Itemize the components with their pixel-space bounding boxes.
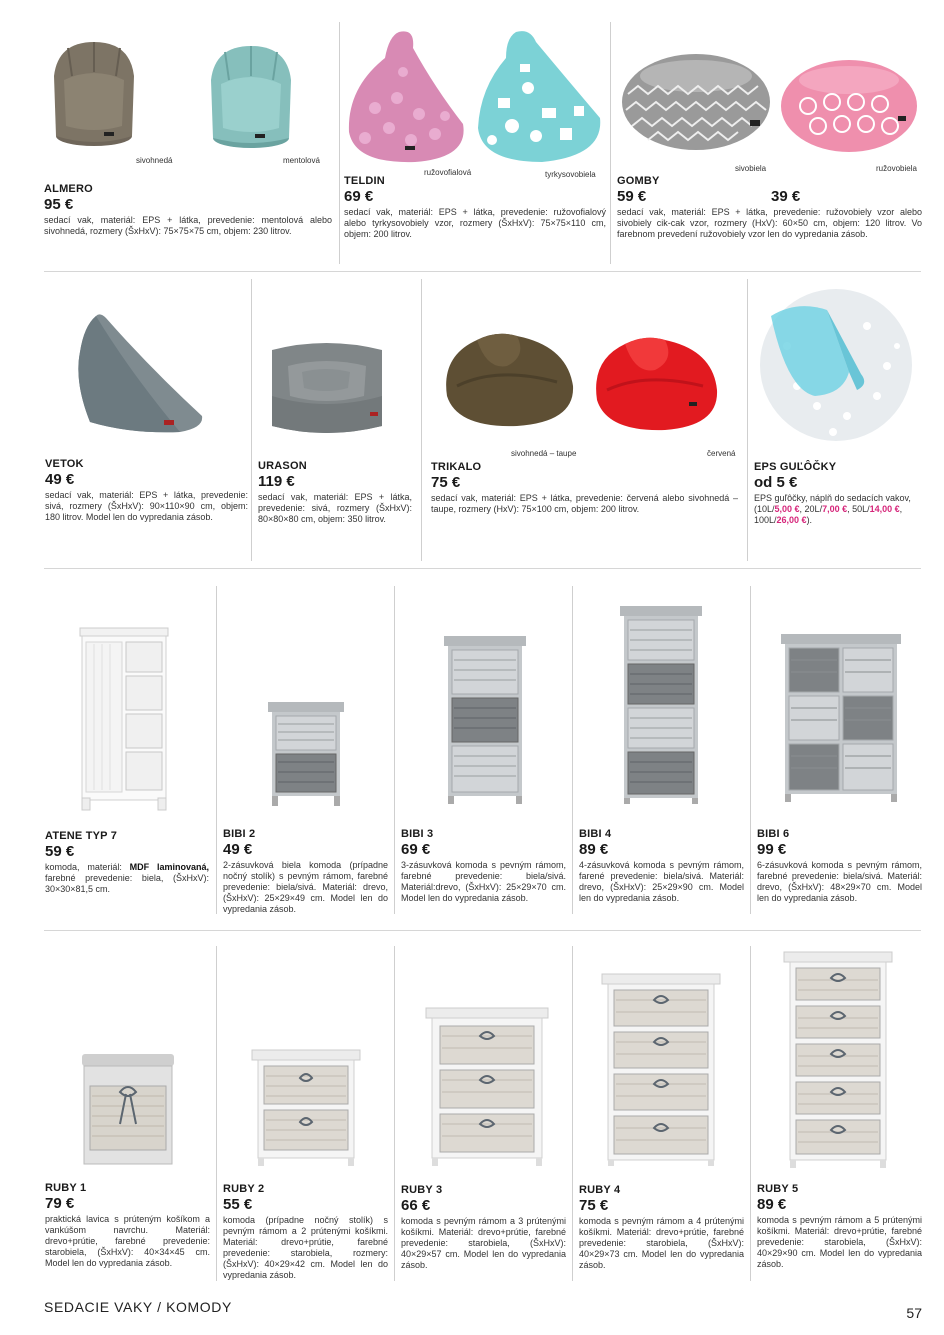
product-vetok xyxy=(45,458,248,523)
column-divider xyxy=(394,946,395,1281)
product-description: sedací vak, materiál: EPS + látka, prevedenie: sivá, rozmery (ŠxHxV): 80×80×80 cm, objem: 350 litrov. xyxy=(258,492,412,524)
product-ruby2 xyxy=(223,1183,388,1281)
product-name: BIBI 4 xyxy=(579,828,612,840)
product-price: 49 € xyxy=(45,471,75,488)
price-grey: 59 € xyxy=(617,188,647,205)
product-name: RUBY 2 xyxy=(223,1183,265,1195)
product-description: sedací vak, materiál: EPS + látka, prevedenie: červená alebo sivohnedá – taupe, rozmery (HxV): 75×100 cm, objem: 200 litrov. xyxy=(431,493,738,514)
price-50l: 14,00 € xyxy=(869,504,900,514)
pouf-image-gomby-grey xyxy=(618,50,774,154)
product-atene-typ7 xyxy=(45,830,209,895)
product-ruby4 xyxy=(579,1184,744,1271)
cabinet-image-bibi3 xyxy=(442,634,528,806)
product-price: 79 € xyxy=(45,1195,75,1212)
bean-chair-image-almero-mint xyxy=(205,40,297,150)
column-divider xyxy=(339,22,340,264)
product-description: sedací vak, materiál: EPS + látka, prevedenie: mentolová alebo sivohnedá, rozmery (ŠxHxV): 75×75×75 cm, objem: 230 litrov. xyxy=(44,215,332,236)
product-almero xyxy=(44,183,332,237)
product-gomby xyxy=(617,175,922,240)
product-ruby5 xyxy=(757,1183,922,1270)
column-divider xyxy=(610,22,611,264)
product-price: 59 € xyxy=(45,843,75,860)
product-bibi6 xyxy=(757,828,922,904)
product-description: sedací vak, materiál: EPS + látka, prevedenie: ružovobiely vzor alebo sivobiely cik-cak vzor, rozmery (HxV): 60×50 cm, objem: 120 litrov. Vo farebnom prevedení ružovobiely vzor len do vypredania zásob. xyxy=(617,207,922,239)
product-bibi3 xyxy=(401,828,566,904)
product-description: komoda s pevným rámom a 4 prútenými košíkmi. Materiál: drevo+prútie, farebné prevedenie: starobiela, (ŠxHxV): 40×29×73 cm. Model len do vypredania zásob. xyxy=(579,1216,744,1270)
armchair-image-urason xyxy=(266,336,388,440)
cabinet-image-ruby2 xyxy=(250,1048,362,1168)
color-label: sivohnedá xyxy=(136,156,173,165)
column-divider xyxy=(572,586,573,914)
beanbag-image-trikalo-taupe xyxy=(437,326,579,430)
product-name: BIBI 3 xyxy=(401,828,434,840)
product-description: 3-zásuvková komoda s pevným rámom, farebné prevedenie: biela/sivá. Materiál:drevo, (ŠxHxV): 25×29×70 cm. Model len do vypredania zásob. xyxy=(401,860,566,903)
product-price: 99 € xyxy=(757,841,787,858)
product-description: 4-zásuvková komoda s pevným rámom, farené prevedenie: biela/sivá. Materiál: drevo, (ŠxHxV): 25×29×90 cm. Model len do vypredania zásob. xyxy=(579,860,744,903)
cabinet-image-ruby4 xyxy=(600,972,722,1168)
product-name: VETOK xyxy=(45,458,84,470)
product-description: 6-zásuvková komoda s pevným rámom, farebné prevedenie: biela/sivá. Materiál: drevo, (ŠxHxV): 48×29×70 cm. Model len do vypredania zásob. xyxy=(757,860,922,903)
product-name: GOMBY xyxy=(617,175,660,187)
product-name: URASON xyxy=(258,460,307,472)
color-label: červená xyxy=(707,449,736,458)
row-divider xyxy=(44,930,921,931)
product-bibi4 xyxy=(579,828,744,904)
color-label: sivohnedá – taupe xyxy=(511,449,577,458)
product-name: TRIKALO xyxy=(431,461,482,473)
column-divider xyxy=(747,279,748,561)
price-20l: 7,00 € xyxy=(822,504,848,514)
beanbag-image-trikalo-red xyxy=(589,330,723,434)
product-name: BIBI 2 xyxy=(223,828,256,840)
product-urason xyxy=(258,460,412,525)
product-eps-beads xyxy=(754,461,922,526)
eps-beads-image xyxy=(757,286,915,444)
product-description: komoda (prípadne nočný stolík) s pevným rámom a 2 prútenými košíkmi. Materiál: drevo+prútie, farebné prevedenie: starobiela, rozmery: (ŠxHxV): 40×29×42 cm. Model len do vypredania zásob. xyxy=(223,1215,388,1280)
price-10l: 5,00 € xyxy=(774,504,800,514)
column-divider xyxy=(750,586,751,914)
row-divider xyxy=(44,568,921,569)
product-name: RUBY 1 xyxy=(45,1182,87,1194)
column-divider xyxy=(394,586,395,914)
bean-chair-image-almero-brown xyxy=(48,36,140,150)
column-divider xyxy=(572,946,573,1281)
column-divider xyxy=(251,279,252,561)
product-description: sedací vak, materiál: EPS + látka, prevedenie: ružovofialový alebo tyrkysovobiely vzor, rozmery (ŠxHxV): 75×75×110 cm, objem: 200 litrov. xyxy=(344,207,606,239)
product-price: 69 € xyxy=(401,841,431,858)
color-label: tyrkysovobiela xyxy=(545,170,596,179)
bench-image-ruby1 xyxy=(80,1052,176,1166)
color-label: sivobiela xyxy=(735,164,767,173)
product-description: 2-zásuvková biela komoda (prípadne nočný stolík) s pevným rámom, farebné prevedenie: biela/sivá. Materiál: drevo, (ŠxHxV): 25×29×49 cm. Model len do vypredania zásob. xyxy=(223,860,388,914)
row-divider xyxy=(44,271,921,272)
product-name: ATENE TYP 7 xyxy=(45,830,118,842)
product-trikalo xyxy=(431,461,738,515)
column-divider xyxy=(750,946,751,1281)
cabinet-image-ruby3 xyxy=(424,1006,550,1168)
product-name: RUBY 4 xyxy=(579,1184,621,1196)
product-description: komoda s pevným rámom a 5 prútenými košíkmi. Materiál: drevo+prútie, farebné prevedenie: starobiela, (ŠxHxV): 40×29×90 cm. Model len do vypredania zásob. xyxy=(757,1215,922,1269)
product-name: RUBY 5 xyxy=(757,1183,799,1195)
color-label: ružovofialová xyxy=(424,168,472,177)
beanbag-image-vetok xyxy=(70,312,206,436)
column-divider xyxy=(216,586,217,914)
cabinet-image-bibi2 xyxy=(266,700,346,808)
product-name: ALMERO xyxy=(44,183,93,195)
product-price: 89 € xyxy=(579,841,609,858)
product-name: TELDIN xyxy=(344,175,385,187)
cabinet-image-atene xyxy=(78,626,170,812)
product-name: BIBI 6 xyxy=(757,828,790,840)
product-description: komoda s pevným rámom a 3 prútenými košíkmi. Materiál: drevo+prútie, farebné prevedenie: starobiela, (ŠxHxV): 40×29×57 cm. Model len do vypredania zásob. xyxy=(401,1216,566,1270)
product-ruby1 xyxy=(45,1182,210,1269)
product-price: 69 € xyxy=(344,188,374,205)
product-bibi2 xyxy=(223,828,388,915)
product-description: praktická lavica s prúteným košíkom a vankúšom navrchu. Materiál: drevo+prútie, farebné prevedenie: starobiela, (ŠxHxV): 40×34×45 cm. Model len do vypredania zásob. xyxy=(45,1214,210,1268)
product-price: 95 € xyxy=(44,196,74,213)
beanbag-image-teldin-turquoise xyxy=(476,28,606,166)
product-price: 89 € xyxy=(757,1196,787,1213)
color-label: ružovobiela xyxy=(876,164,917,173)
cabinet-image-bibi6 xyxy=(779,632,903,804)
price-pink: 39 € xyxy=(771,188,801,205)
product-name: RUBY 3 xyxy=(401,1184,443,1196)
beanbag-image-teldin-pink xyxy=(345,28,469,166)
page-number: 57 xyxy=(906,1305,922,1321)
product-description: komoda, materiál: MDF laminovaná, farebné prevedenie: biela, (ŠxHxV): 30×30×81,5 cm. xyxy=(45,862,210,894)
product-price: od 5 € xyxy=(754,474,798,491)
product-description: sedací vak, materiál: EPS + látka, prevedenie: sivá, rozmery (ŠxHxV): 90×110×90 cm, objem: 180 litrov. Model len do vypredania zásob. xyxy=(45,490,248,522)
price-100l: 26,00 € xyxy=(776,515,807,525)
product-name: EPS GUĽÔČKY xyxy=(754,461,837,473)
color-label: mentolová xyxy=(283,156,320,165)
product-price xyxy=(617,188,922,205)
product-price: 75 € xyxy=(431,474,461,491)
section-title: SEDACIE VAKY / KOMODY xyxy=(44,1299,232,1315)
pouf-image-gomby-pink xyxy=(778,56,920,154)
column-divider xyxy=(421,279,422,561)
product-price: 55 € xyxy=(223,1196,253,1213)
product-ruby3 xyxy=(401,1184,566,1271)
product-price: 66 € xyxy=(401,1197,431,1214)
product-description: EPS guľôčky, náplň do sedacích vakov, (10L/5,00 €, 20L/7,00 €, 50L/14,00 €, 100L/26,00 €). xyxy=(754,493,911,525)
product-price: 75 € xyxy=(579,1197,609,1214)
product-price: 119 € xyxy=(258,473,295,490)
cabinet-image-bibi4 xyxy=(618,604,704,806)
column-divider xyxy=(216,946,217,1281)
product-teldin xyxy=(344,175,606,240)
cabinet-image-ruby5 xyxy=(782,950,894,1170)
product-price: 49 € xyxy=(223,841,253,858)
